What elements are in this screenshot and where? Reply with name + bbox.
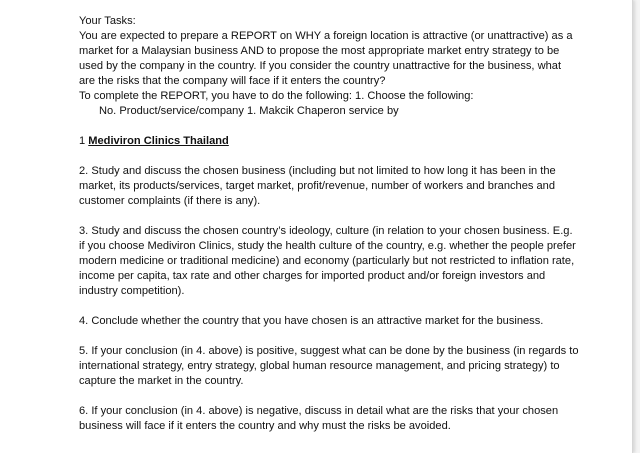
selection-number: 1 <box>79 135 86 147</box>
task-item-6: 6. If your conclusion (in 4. above) is negative, discuss in detail what are the risks that your chosen business will face if it enters the country and why must the risks be avoided. <box>79 405 559 432</box>
task-item-3: 3. Study and discuss the chosen country’s ideology, culture (in relation to your chosen business. E.g. if you choose Mediviron Clinics, study the health culture of the country, e.g. whether the people prefer modern medicine or traditional medicine) and economy (particularly but not restricted to inflation rate, income per capita, tax rate and other charges for imported product and/or foreign investors and industry competition). <box>79 225 576 297</box>
tasks-instruction: To complete the REPORT, you have to do the following: 1. Choose the following: <box>79 90 474 102</box>
task-item-4: 4. Conclude whether the country that you have chosen is an attractive market for the business. <box>79 315 544 327</box>
choose-line: No. Product/service/company 1. Makcik Chaperon service by <box>99 105 399 117</box>
selected-company-line <box>79 134 579 149</box>
selected-company: Mediviron Clinics Thailand <box>88 135 229 147</box>
document-body <box>79 14 579 434</box>
task-item-2: 2. Study and discuss the chosen business (including but not limited to how long it has been in the market, its products/services, target market, profit/revenue, number of workers and branches and customer complaints (if there is any). <box>79 165 556 207</box>
task-item-5: 5. If your conclusion (in 4. above) is positive, suggest what can be done by the business (in regards to international strategy, entry strategy, global human resource management, and pricing strategy) to capture the market in the country. <box>79 345 579 387</box>
tasks-heading: Your Tasks: <box>79 15 136 27</box>
tasks-intro: You are expected to prepare a REPORT on WHY a foreign location is attractive (or unattractive) as a market for a Malaysian business AND to propose the most appropriate market entry strategy to be used by the company in the country. If you consider the country unattractive for the business, what are the risks that the company will face if it enters the country? <box>79 30 573 87</box>
